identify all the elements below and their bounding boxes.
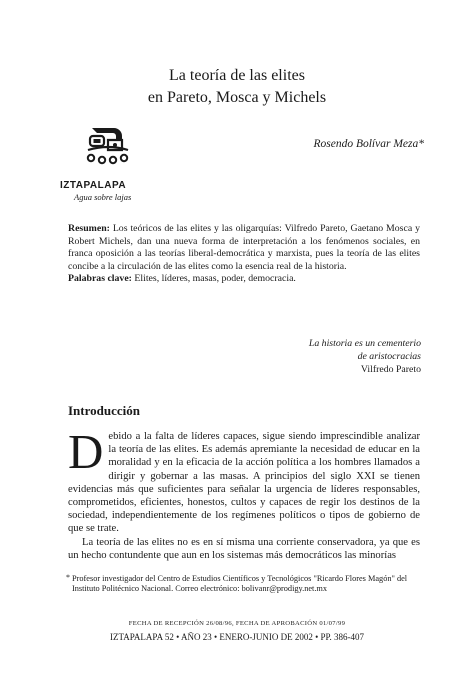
article-title-line2: en Pareto, Mosca y Michels	[147, 89, 327, 106]
footnote	[66, 573, 422, 594]
epigraph	[309, 337, 421, 376]
body-paragraph-1: ebido a la falta de líderes capaces, sigue siendo imprescindible analizar la teoría de las elites. Es además apremiante la necesidad de educar en la moralidad y en la eficacia de la acción política a los hombres llamados a dirigir y gobernar a las masas. A principios del siglo XXI se tienen evidencias más que suficientes para señalar la urgencia de líderes responsables, comprometidos, eficientes, honestos, cultos y capaces de regir los destinos de la sociedad, independientemente de los regímenes políticos o tipos de gobierno de que se trate.	[68, 431, 420, 535]
keywords-text: Elites, líderes, masas, poder, democracia.	[134, 273, 296, 284]
article-title-line1: La teoría de las elites	[169, 67, 305, 84]
iztapalapa-glyph-logo-icon	[82, 122, 134, 170]
footnote-mark: *	[66, 573, 70, 582]
reception-dates: FECHA DE RECEPCIÓN 26/08/96, FECHA DE APROBACIÓN 01/07/99	[128, 620, 346, 627]
body-text	[68, 424, 420, 562]
abstract-block	[68, 223, 420, 286]
footnote-text: Profesor investigador del Centro de Estudios Científicos y Tecnológicos "Ricardo Flores Magón" del Instituto Politécnico Nacional. Correo electrónico: bolivanr@prodigy.net.mx	[72, 574, 408, 594]
author-name: Rosendo Bolívar Meza*	[313, 138, 424, 150]
epigraph-line1: La historia es un cementerio	[308, 338, 421, 349]
journal-citation: IZTAPALAPA 52 • AÑO 23 • ENERO-JUNIO DE 2002 • PP. 386-407	[109, 632, 365, 642]
epigraph-line2: de aristocracias	[357, 351, 421, 362]
section-heading-introduccion: Introducción	[68, 403, 140, 418]
epigraph-attribution: Vilfredo Pareto	[360, 364, 421, 375]
logo-brand-name: IZTAPALAPA	[60, 180, 127, 191]
drop-cap: D	[68, 424, 104, 479]
abstract-label: Resumen:	[68, 223, 110, 234]
body-paragraph-2: La teoría de las elites no es en sí misma una corriente conservadora, ya que es un hecho contundente que aun en los sistemas más democráticos las minorías	[68, 536, 420, 561]
abstract-text: Los teóricos de las elites y las oligarquías: Vilfredo Pareto, Gaetano Mosca y Robert Michels, dan una nueva forma de interpretación a los fenómenos sociales, en franca oposición a las teorías liberal-democrática y marxista, pues la teoría de las elites concibe a la circulación de las elites como la esencia real de la historia.	[68, 223, 420, 272]
logo-tagline: Agua sobre lajas	[74, 192, 132, 202]
keywords-label: Palabras clave:	[68, 273, 132, 284]
